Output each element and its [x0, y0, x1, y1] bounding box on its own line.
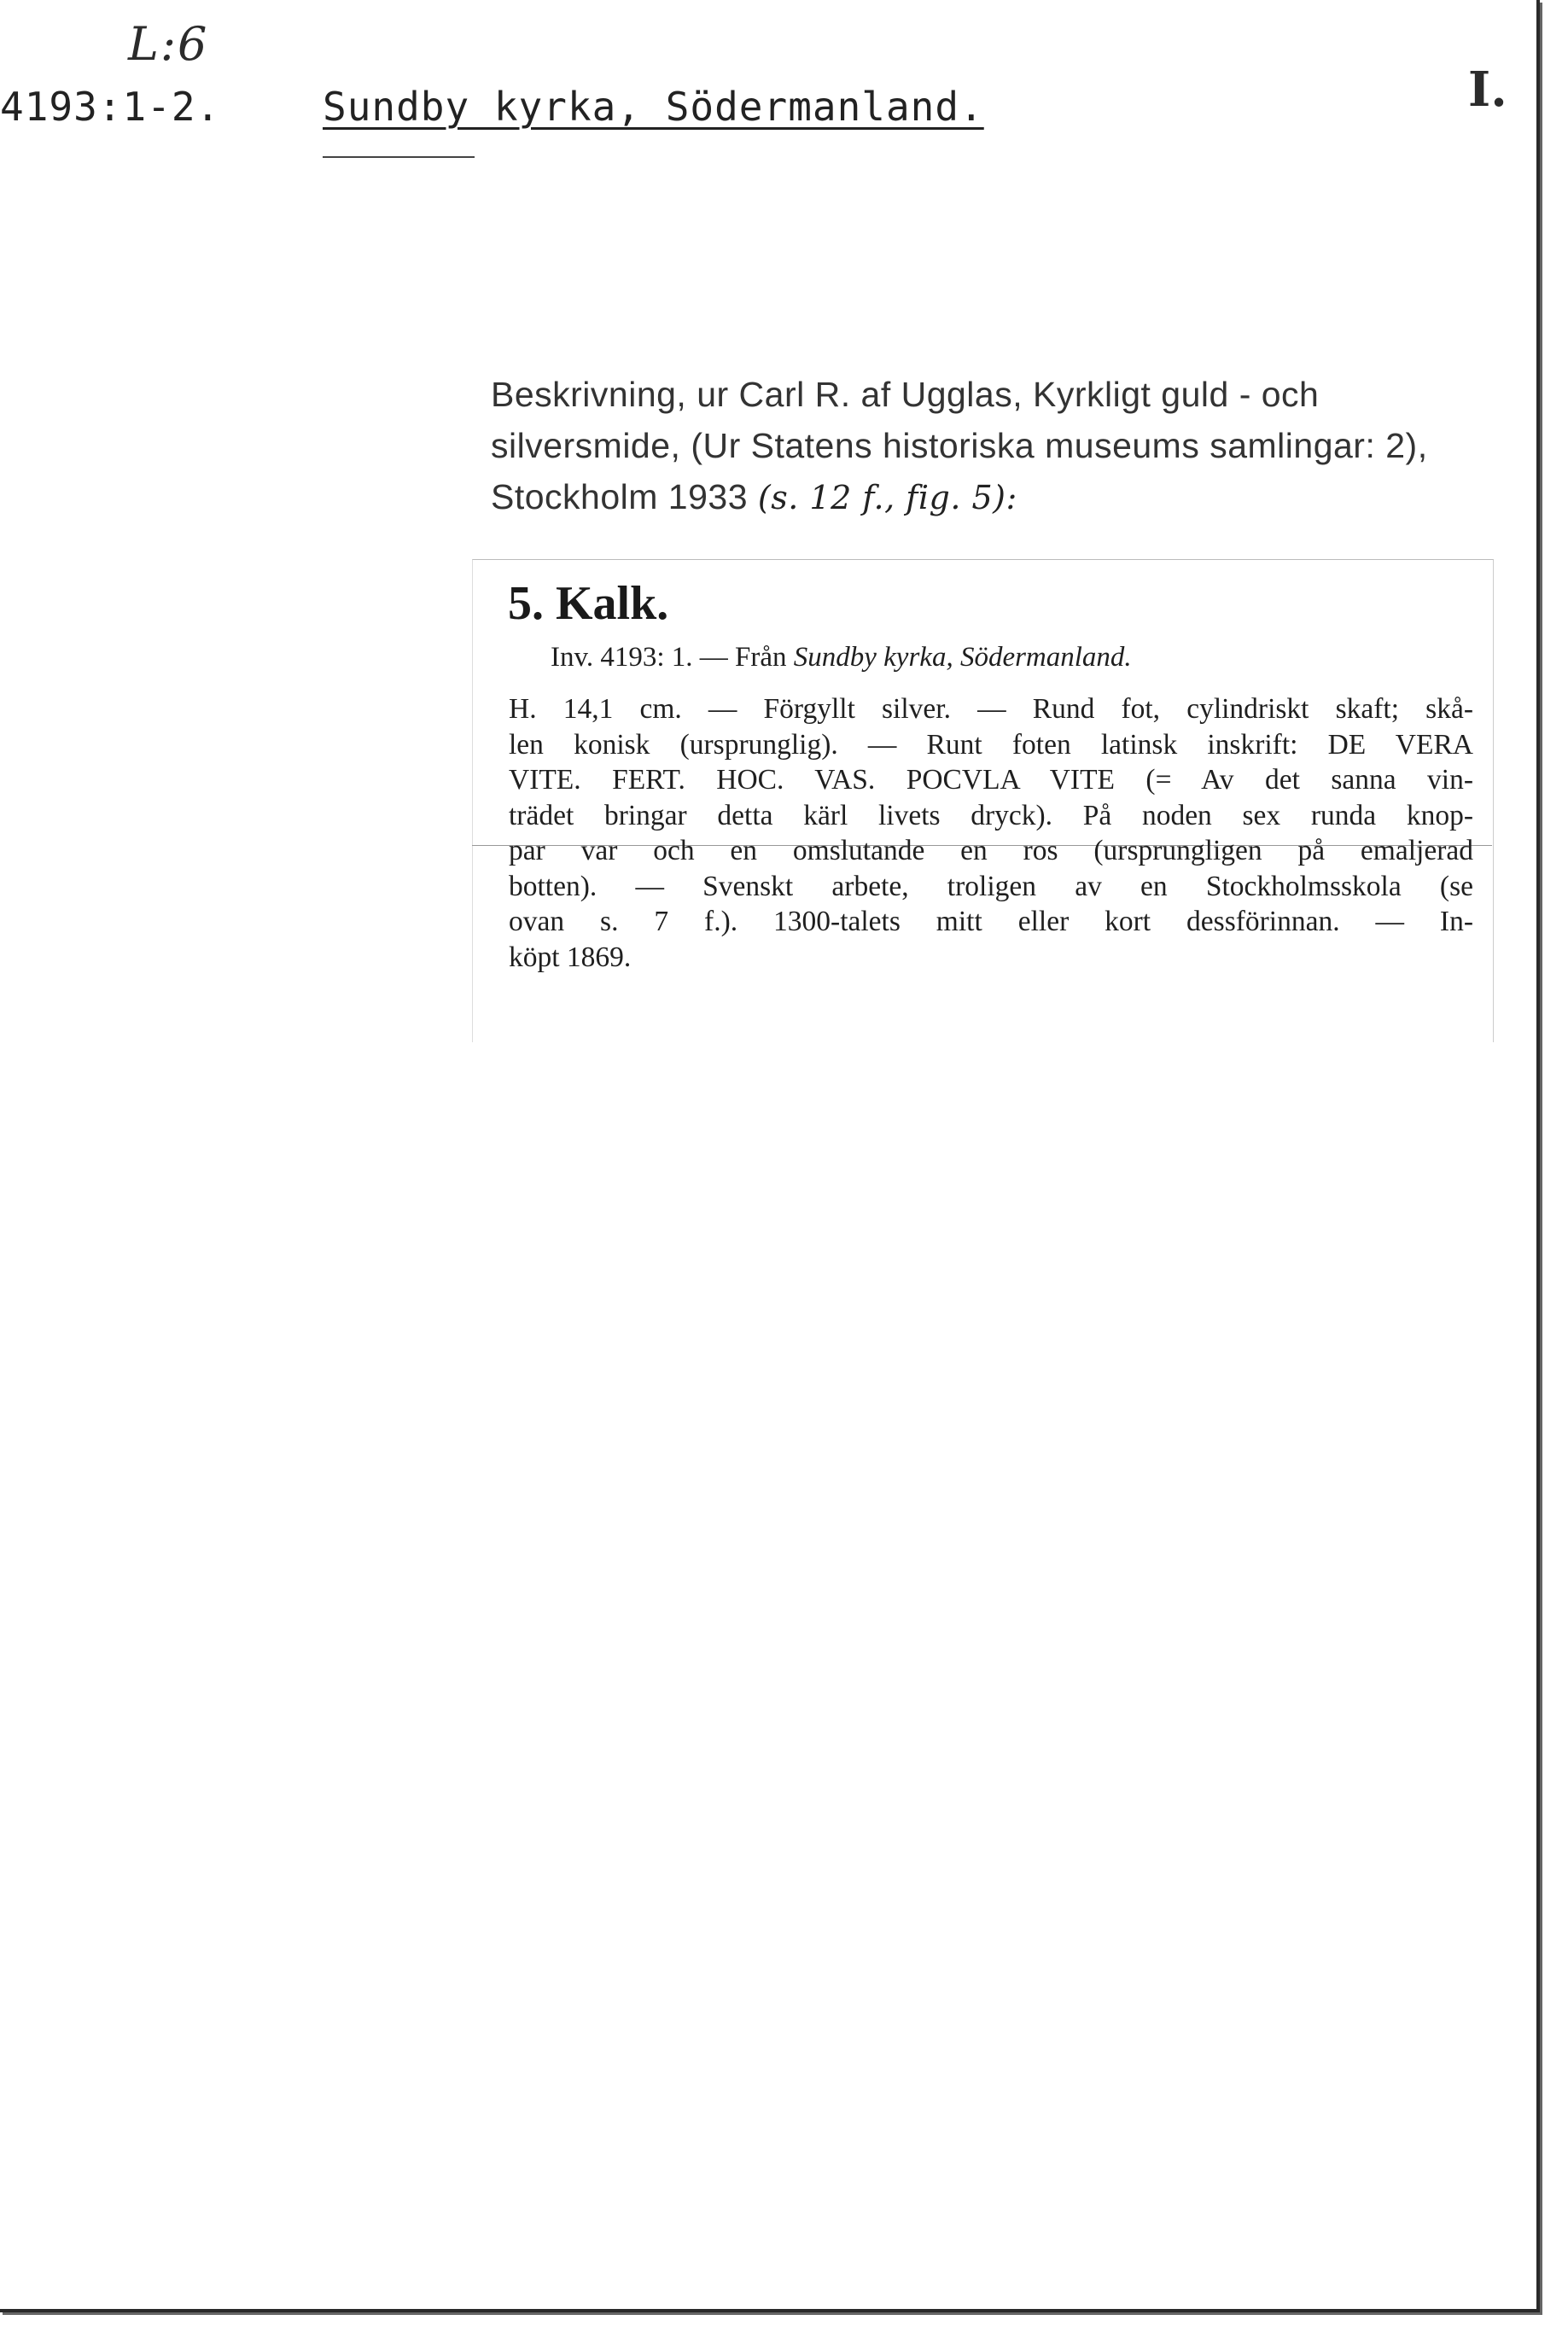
source-line-text: Stockholm 1933	[491, 477, 749, 516]
clipping-body-line: köpt 1869.	[509, 941, 632, 973]
clipping-body-line: trädet bringar detta kärl livets dryck). På noden sex runda knop-	[509, 799, 1473, 831]
source-line	[491, 471, 1455, 523]
handwritten-corner-mark: L:6	[128, 17, 209, 71]
clipping-body-line: par var och en omslutande en ros (ursprungligen på emaljerad	[509, 835, 1473, 866]
clipping-inventory-place: Sundby kyrka, Södermanland.	[793, 642, 1132, 673]
source-line: Beskrivning, ur Carl R. af Ugglas, Kyrkligt guld - och	[491, 375, 1320, 414]
clipping-body-line: ovan s. 7 f.). 1300-talets mitt eller kort dessförinnan. — In-	[509, 906, 1473, 937]
source-citation	[491, 369, 1455, 523]
source-line: silversmide, (Ur Statens historiska museums samlingar: 2),	[491, 426, 1428, 465]
clipping-body-line: len konisk (ursprunglig). — Runt foten latinsk inskrift: DE VERA	[509, 728, 1473, 761]
title-rule	[323, 156, 475, 158]
clipping-body-line: botten). — Svenskt arbete, troligen av en Stockholmsskola (se	[509, 870, 1473, 902]
clipping-inventory-line	[551, 642, 1132, 673]
clipping-body-line: VITE. FERT. HOC. VAS. POCVLA VITE (= Av det sanna vin-	[509, 764, 1473, 796]
inventory-number: 4193:1-2.	[0, 84, 221, 130]
handwritten-page-note: (s. 12 f., fig. 5):	[757, 479, 1017, 516]
handwritten-roman-mark: I.	[1468, 61, 1507, 118]
clipping-inventory-prefix: Inv. 4193: 1. — Från	[551, 642, 787, 673]
card-title: Sundby kyrka, Södermanland.	[323, 84, 984, 130]
clipping-body	[509, 691, 1473, 975]
clipping-heading: 5. Kalk.	[508, 577, 669, 630]
clipping-body-line: H. 14,1 cm. — Förgyllt silver. — Rund fot, cylindriskt skaft; skå-	[509, 693, 1473, 725]
